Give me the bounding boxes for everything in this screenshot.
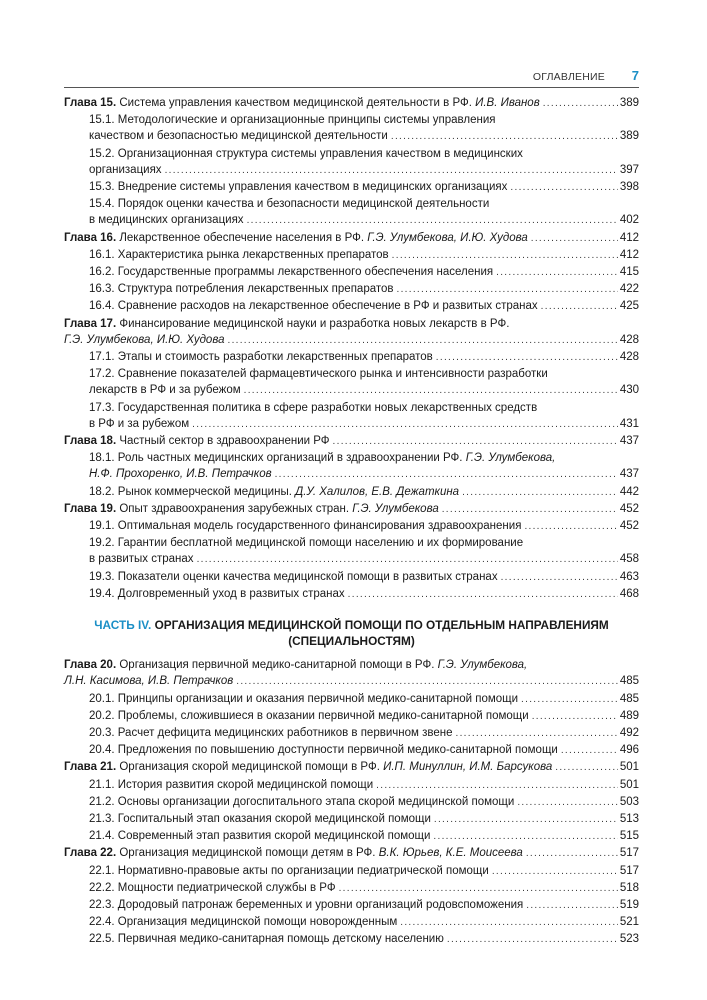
section-title: 20.2. Проблемы, сложившиеся в оказании первичной медико-санитарной помощи [89, 709, 529, 722]
page-ref: 519 [619, 898, 639, 911]
toc-section-16-2[interactable] [64, 264, 639, 281]
section-title: качеством и безопасностью медицинской деятельности [89, 130, 388, 143]
leader-dots [192, 417, 618, 433]
section-title: в медицинских организациях [89, 214, 244, 227]
page-ref: 402 [619, 214, 639, 227]
chapter-label: Глава 15. [64, 97, 117, 109]
leader-dots [442, 502, 618, 518]
toc-chapter-20-line1[interactable] [64, 657, 639, 673]
chapter-label: Глава 16. [64, 231, 117, 244]
toc-section-22-1[interactable] [64, 863, 639, 880]
page-ref: 521 [619, 916, 639, 929]
toc-section-15-3[interactable] [64, 179, 639, 196]
chapter-author: Г.Э. Улумбекова [352, 502, 439, 515]
chapter-title: Опыт здравоохранения зарубежных стран. [119, 502, 350, 515]
page-number: 7 [631, 68, 639, 83]
leader-dots [434, 812, 618, 828]
toc-chapter-22[interactable] [64, 845, 639, 862]
section-title: 18.1. Роль частных медицинских организаций в здравоохранении РФ. [89, 452, 463, 465]
section-title: 21.1. История развития скорой медицинской помощи [89, 778, 374, 791]
page-ref: 463 [619, 570, 639, 583]
section-title: 22.2. Мощности педиатрической службы в РФ [89, 881, 336, 894]
chapter-author: Г.Э. Улумбекова, И.Ю. Худова [64, 333, 225, 346]
toc-chapter-21[interactable] [64, 759, 639, 776]
toc-chapter-17[interactable] [64, 332, 639, 349]
section-title: 22.4. Организация медицинской помощи новорожденным [89, 916, 398, 929]
leader-dots [496, 265, 618, 281]
toc-section-15-4-line1[interactable]: 15.4. Порядок оценки качества и безопасности медицинской деятельности [89, 198, 490, 211]
leader-dots [197, 552, 618, 568]
section-title: 20.3. Расчет дефицита медицинских работников в первичном звене [89, 726, 453, 739]
chapter-author: Г.Э. Улумбекова, [437, 659, 528, 672]
leader-dots [462, 485, 618, 501]
page-ref: 397 [619, 163, 639, 176]
chapter-label: Глава 17. [64, 317, 117, 330]
toc-section-20-3[interactable] [64, 725, 639, 742]
toc-section-16-4[interactable] [64, 298, 639, 315]
section-title: 16.3. Структура потребления лекарственных препаратов [89, 283, 394, 296]
chapter-title: Организация первичной медико-санитарной помощи в РФ. [119, 659, 435, 672]
toc-section-19-4[interactable] [64, 586, 639, 603]
section-title: 19.3. Показатели оценки качества медицинской помощи в развитых странах [89, 570, 498, 583]
leader-dots [447, 932, 618, 948]
page-ref: 517 [619, 864, 639, 877]
leader-dots [532, 709, 618, 725]
section-title: 19.4. Долговременный уход в развитых странах [89, 587, 345, 600]
leader-dots [400, 915, 618, 931]
part-heading[interactable] [64, 617, 639, 649]
page-ref: 468 [619, 587, 639, 600]
page-ref: 489 [619, 709, 639, 722]
page-ref: 523 [619, 933, 639, 946]
leader-dots [392, 248, 618, 264]
leader-dots [501, 570, 618, 586]
toc-section-21-4[interactable] [64, 828, 639, 845]
leader-dots [456, 726, 618, 742]
section-title: 17.1. Этапы и стоимость разработки лекарственных препаратов [89, 351, 433, 364]
page-ref: 485 [619, 675, 639, 688]
page-ref: 437 [619, 435, 639, 448]
toc-section-19-3[interactable] [64, 569, 639, 586]
page-ref: 389 [619, 130, 639, 143]
toc-chapter-20[interactable] [64, 673, 639, 690]
chapter-label: Глава 20. [64, 659, 117, 672]
section-author: Д.У. Халилов, Е.В. Дежаткина [295, 485, 460, 498]
section-title: в РФ и за рубежом [89, 417, 190, 430]
section-title: 21.4. Современный этап развития скорой медицинской помощи [89, 830, 431, 843]
toc-section-20-4[interactable] [64, 742, 639, 759]
section-author: Н.Ф. Прохоренко, И.В. Петрачков [89, 468, 272, 481]
toc-section-20-2[interactable] [64, 708, 639, 725]
page-ref: 431 [619, 417, 639, 430]
leader-dots [492, 864, 618, 880]
toc-section-22-2[interactable] [64, 880, 639, 897]
page-ref: 398 [619, 181, 639, 194]
leader-dots [391, 129, 618, 145]
running-title: ОГЛАВЛЕНИЕ [532, 71, 605, 83]
part-label: ЧАСТЬ IV. [94, 618, 152, 633]
chapter-label: Глава 19. [64, 502, 117, 515]
section-title: 22.3. Дородовый патронаж беременных и уровни организаций родовспоможения [89, 898, 524, 911]
section-title: организациях [89, 163, 162, 176]
toc-chapter-18[interactable] [64, 433, 639, 450]
toc-section-17-1[interactable] [64, 349, 639, 366]
chapter-title: Лекарственное обеспечение населения в РФ. [119, 231, 365, 244]
section-title: 21.2. Основы организации догоспитального этапа скорой медицинской помощи [89, 795, 515, 808]
leader-dots [561, 743, 618, 759]
toc-section-15-4[interactable] [64, 212, 639, 229]
chapter-author: В.К. Юрьев, К.Е. Моисеева [378, 847, 523, 860]
chapter-title: Организация медицинской помощи детям в РФ. [119, 847, 376, 860]
page-ref: 437 [619, 468, 639, 481]
toc-section-17-2-line1[interactable]: 17.2. Сравнение показателей фармацевтического рынка и интенсивности разработки [89, 368, 548, 381]
toc-section-16-1[interactable] [64, 247, 639, 264]
page-ref: 513 [619, 812, 639, 825]
leader-dots [333, 434, 618, 450]
chapter-author: Г.Э. Улумбекова, И.Ю. Худова [367, 231, 528, 244]
toc-section-19-2[interactable] [64, 551, 639, 568]
page-ref: 428 [619, 333, 639, 346]
page-ref: 515 [619, 830, 639, 843]
page-ref: 389 [619, 97, 639, 109]
section-title: 20.1. Принципы организации и оказания первичной медико-санитарной помощи [89, 692, 519, 705]
toc-section-21-3[interactable] [64, 811, 639, 828]
leader-dots [524, 519, 617, 535]
leader-dots [541, 299, 618, 315]
leader-dots [244, 383, 618, 399]
toc-section-21-1[interactable] [64, 777, 639, 794]
page-ref: 412 [619, 231, 639, 244]
page-ref: 428 [619, 351, 639, 364]
toc-section-19-2-line1[interactable]: 19.2. Гарантии бесплатной медицинской помощи населению и их формирование [89, 537, 524, 550]
part-subtitle: (СПЕЦИАЛЬНОСТЯМ) [288, 634, 415, 649]
section-title: 22.1. Нормативно-правовые акты по организации педиатрической помощи [89, 864, 489, 877]
leader-dots [165, 163, 618, 179]
leader-dots [555, 760, 618, 776]
page-ref: 452 [619, 502, 639, 515]
toc-section-15-2[interactable] [64, 162, 639, 179]
running-header [64, 68, 639, 86]
page-ref: 518 [619, 881, 639, 894]
page-ref: 492 [619, 726, 639, 739]
toc-section-18-2[interactable] [64, 484, 639, 501]
toc-section-17-3[interactable] [64, 416, 639, 433]
part-title: ОРГАНИЗАЦИЯ МЕДИЦИНСКОЙ ПОМОЩИ ПО ОТДЕЛЬНЫМ НАПРАВЛЕНИЯМ [154, 618, 609, 633]
section-title: лекарств в РФ и за рубежом [89, 384, 241, 397]
leader-dots [376, 778, 618, 794]
table-of-contents [64, 95, 639, 949]
toc-section-15-1-line1[interactable]: 15.1. Методологические и организационные принципы системы управления [89, 114, 496, 127]
section-title: 22.5. Первичная медико-санитарная помощь детскому населению [89, 933, 444, 946]
toc-section-22-4[interactable] [64, 914, 639, 931]
leader-dots [436, 350, 618, 366]
page-ref: 517 [619, 847, 639, 860]
chapter-title: Финансирование медицинской науки и разработка новых лекарств в РФ. [119, 317, 510, 330]
toc-section-15-2-line1[interactable]: 15.2. Организационная структура системы управления качеством в медицинских [89, 147, 523, 160]
section-title: в развитых странах [89, 553, 194, 566]
chapter-title: Частный сектор в здравоохранении РФ [119, 435, 330, 448]
leader-dots [517, 795, 618, 811]
leader-dots [521, 692, 618, 708]
toc-chapter-16[interactable] [64, 230, 639, 247]
toc-section-15-1[interactable] [64, 128, 639, 145]
leader-dots [227, 333, 617, 349]
leader-dots [543, 96, 618, 112]
toc-section-18-1-line1[interactable] [64, 450, 639, 466]
chapter-author: И.П. Минуллин, И.М. Барсукова [383, 761, 553, 774]
leader-dots [531, 231, 618, 247]
page-ref: 422 [619, 283, 639, 296]
toc-section-17-2[interactable] [64, 382, 639, 399]
page-ref: 501 [619, 778, 639, 791]
leader-dots [247, 213, 618, 229]
section-title: 16.2. Государственные программы лекарственного обеспечения населения [89, 266, 494, 279]
page-ref: 425 [619, 300, 639, 313]
leader-dots [526, 898, 618, 914]
section-title: 16.4. Сравнение расходов на лекарственное обеспечение в РФ и развитых странах [89, 300, 538, 313]
section-author: Г.Э. Улумбекова, [465, 452, 556, 465]
toc-section-19-1[interactable] [64, 518, 639, 535]
chapter-title: Система управления качеством медицинской деятельности в РФ. [119, 97, 472, 109]
leader-dots [275, 467, 618, 483]
leader-dots [397, 282, 618, 298]
section-title: 15.3. Внедрение системы управления качеством в медицинских организациях [89, 181, 508, 194]
toc-section-18-1[interactable] [64, 466, 639, 483]
page-ref: 442 [619, 485, 639, 498]
page-ref: 485 [619, 692, 639, 705]
header-rule [64, 87, 639, 88]
chapter-title: Организация скорой медицинской помощи в РФ. [119, 761, 380, 774]
toc-section-22-5[interactable] [64, 931, 639, 948]
chapter-author: И.В. Иванов [475, 97, 540, 109]
page-ref: 415 [619, 266, 639, 279]
chapter-label: Глава 21. [64, 761, 117, 774]
leader-dots [339, 881, 618, 897]
page-ref: 452 [619, 520, 639, 533]
section-title: 18.2. Рынок коммерческой медицины. [89, 485, 292, 498]
toc-chapter-17-line1[interactable] [64, 316, 639, 332]
page-ref: 501 [619, 761, 639, 774]
toc-section-20-1[interactable] [64, 691, 639, 708]
section-title: 21.3. Госпитальный этап оказания скорой медицинской помощи [89, 812, 431, 825]
chapter-label: Глава 18. [64, 435, 117, 448]
chapter-label: Глава 22. [64, 847, 117, 860]
leader-dots [510, 180, 617, 196]
chapter-author: Л.Н. Касимова, И.В. Петрачков [64, 675, 234, 688]
toc-section-16-3[interactable] [64, 281, 639, 298]
section-title: 16.1. Характеристика рынка лекарственных препаратов [89, 248, 389, 261]
leader-dots [348, 587, 618, 603]
toc-chapter-19[interactable] [64, 501, 639, 518]
page-ref: 458 [619, 553, 639, 566]
page-ref: 503 [619, 795, 639, 808]
page-ref: 412 [619, 248, 639, 261]
leader-dots [526, 846, 618, 862]
section-title: 19.1. Оптимальная модель государственного финансирования здравоохранения [89, 520, 522, 533]
leader-dots [236, 674, 618, 690]
toc-section-22-3[interactable] [64, 897, 639, 914]
page-ref: 496 [619, 744, 639, 757]
toc-section-21-2[interactable] [64, 794, 639, 811]
page-ref: 430 [619, 384, 639, 397]
leader-dots [433, 829, 617, 845]
toc-chapter-15[interactable] [64, 95, 639, 112]
toc-section-17-3-line1[interactable]: 17.3. Государственная политика в сфере разработки новых лекарственных средств [89, 401, 538, 414]
section-title: 20.4. Предложения по повышению доступности первичной медико-санитарной помощи [89, 744, 558, 757]
